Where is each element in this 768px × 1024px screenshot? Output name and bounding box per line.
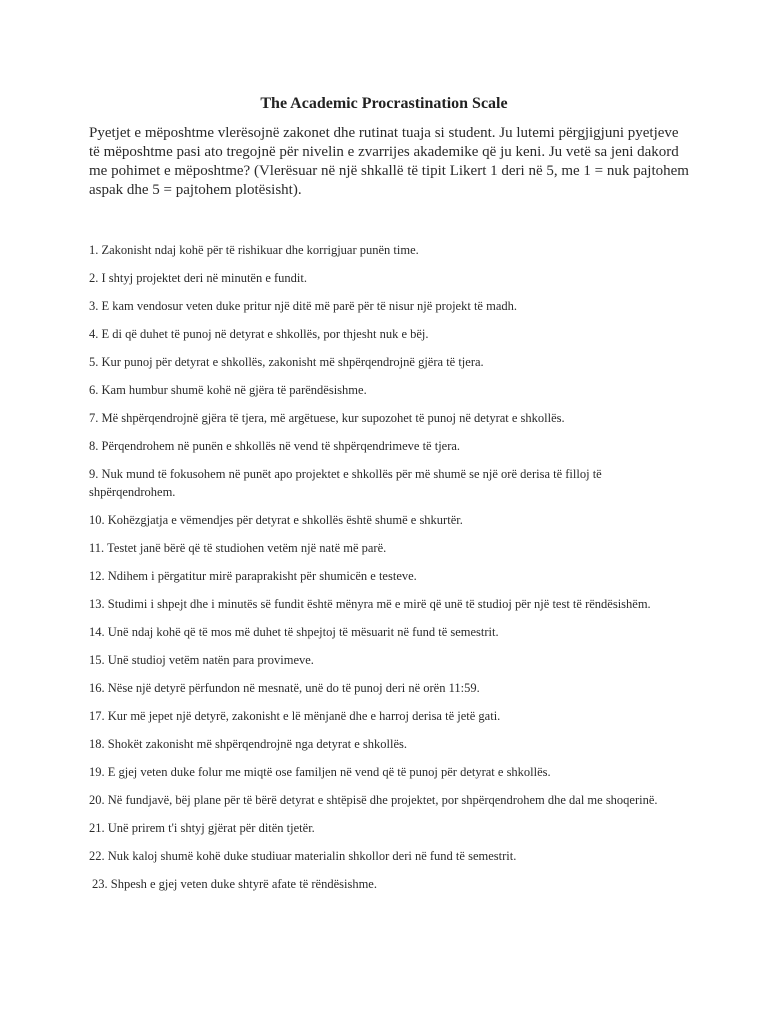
question-item: 17. Kur më jepet një detyrë, zakonisht e lë mënjanë dhe e harroj derisa të jetë gati. <box>89 709 501 723</box>
question-item: 2. I shtyj projektet deri në minutën e fundit. <box>89 271 308 285</box>
question-item: 20. Në fundjavë, bëj plane për të bërë detyrat e shtëpisë dhe projektet, por shpërqendrohem dhe dal me shoqerinë. <box>89 793 658 807</box>
question-item: 1. Zakonisht ndaj kohë për të rishikuar dhe korrigjuar punën time. <box>89 243 419 257</box>
question-list <box>89 241 689 903</box>
question-item: 8. Përqendrohem në punën e shkollës në vend të shpërqendrimeve të tjera. <box>89 439 461 453</box>
question-item: 23. Shpesh e gjej veten duke shtyrë afate të rëndësishme. <box>92 877 377 891</box>
question-item: 22. Nuk kaloj shumë kohë duke studiuar materialin shkollor deri në fund të semestrit. <box>89 849 517 863</box>
question-item: 3. E kam vendosur veten duke pritur një ditë më parë për të nisur një projekt të madh. <box>89 299 517 313</box>
question-item: 15. Unë studioj vetëm natën para provimeve. <box>89 653 314 667</box>
question-item: 7. Më shpërqendrojnë gjëra të tjera, më argëtuese, kur supozohet të punoj në detyrat e shkollës. <box>89 411 565 425</box>
question-item: 19. E gjej veten duke folur me miqtë ose familjen në vend që të punoj për detyrat e shkollës. <box>89 765 551 779</box>
question-item: 18. Shokët zakonisht më shpërqendrojnë nga detyrat e shkollës. <box>89 737 407 751</box>
question-item: 9. Nuk mund të fokusohem në punët apo projektet e shkollës për më shumë se një orë derisa të filloj të shpërqendrohem. <box>89 467 602 499</box>
document-title: The Academic Procrastination Scale <box>260 95 508 112</box>
question-item: 5. Kur punoj për detyrat e shkollës, zakonisht më shpërqendrojnë gjëra të tjera. <box>89 355 484 369</box>
intro-paragraph: Pyetjet e mëposhtme vlerësojnë zakonet dhe rutinat tuaja si student. Ju lutemi përgjigjuni pyetjeve të mëposhtme pasi ato tregojnë për nivelin e zvarrijes akademike që ju keni. Ju vetë sa jeni dakord me pohimet e mëposhtme? (Vlerësuar në një shkallë të tipit Likert 1 deri në 5, me 1 = nuk pajtohem aspak dhe 5 = pajtohem plotësisht). <box>89 125 689 198</box>
question-item: 4. E di që duhet të punoj në detyrat e shkollës, por thjesht nuk e bëj. <box>89 327 429 341</box>
question-item: 12. Ndihem i përgatitur mirë paraprakisht për shumicën e testeve. <box>89 569 417 583</box>
question-item: 10. Kohëzgjatja e vëmendjes për detyrat e shkollës është shumë e shkurtër. <box>89 513 463 527</box>
question-item: 14. Unë ndaj kohë që të mos më duhet të shpejtoj të mësuarit në fund të semestrit. <box>89 625 499 639</box>
question-item: 13. Studimi i shpejt dhe i minutës së fundit është mënyra më e mirë që unë të studioj për një test të rëndësishëm. <box>89 597 651 611</box>
question-item: 11. Testet janë bërë që të studiohen vetëm një natë më parë. <box>89 541 387 555</box>
question-item: 16. Nëse një detyrë përfundon në mesnatë, unë do të punoj deri në orën 11:59. <box>89 681 480 695</box>
question-item: 21. Unë prirem t'i shtyj gjërat për ditën tjetër. <box>89 821 315 835</box>
question-item: 6. Kam humbur shumë kohë në gjëra të parëndësishme. <box>89 383 367 397</box>
